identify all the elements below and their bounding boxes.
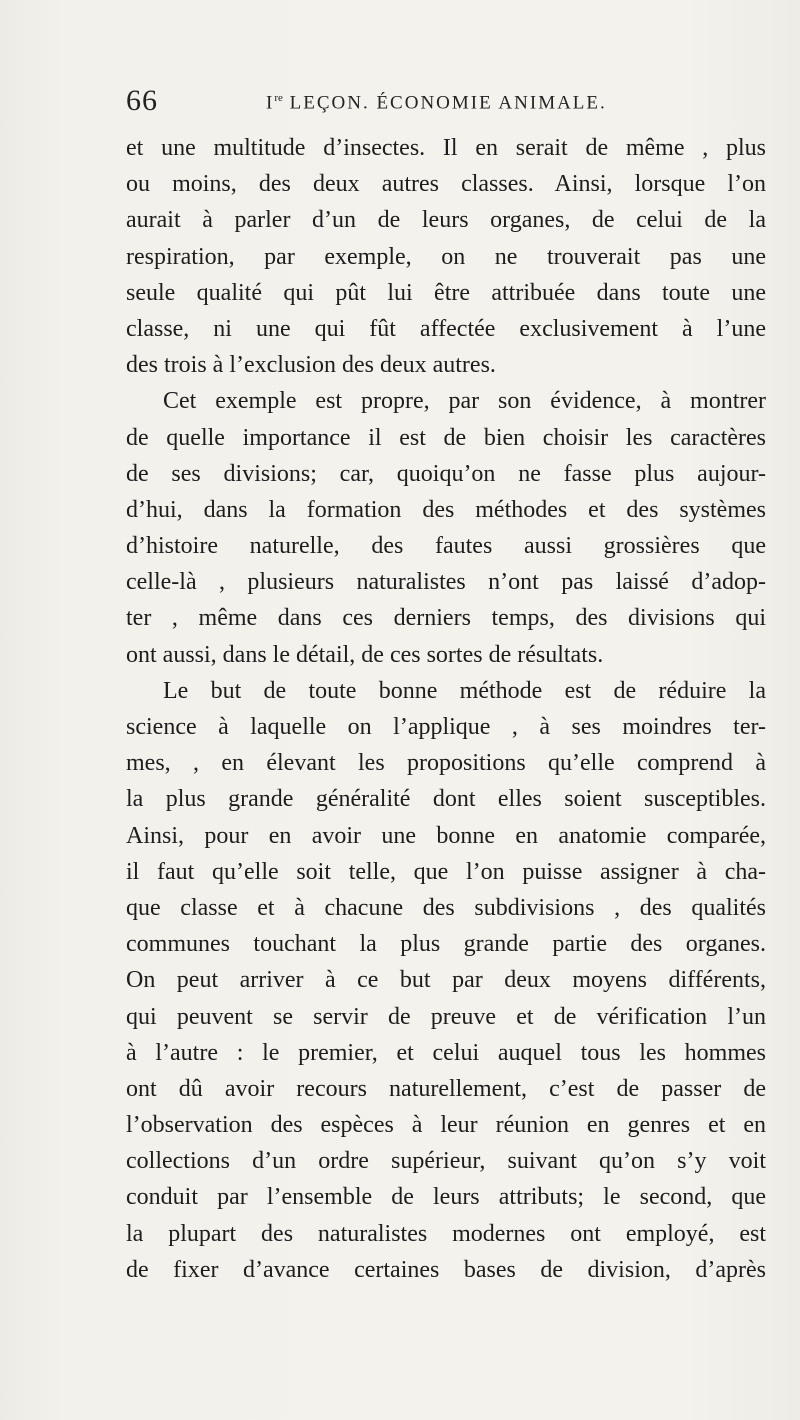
text-line: l’observation des espèces à leur réunion en genres et en [126,1112,766,1139]
text-line: seule qualité qui pût lui être attribuée dans toute une [126,279,766,306]
text-line: celle-là , plusieurs naturalistes n’ont pas laissé d’adop- [126,569,766,596]
text-line: mes, , en élevant les propositions qu’elle comprend à [126,750,766,777]
text-line: ter , même dans ces derniers temps, des divisions qui [126,605,766,632]
text-line: que classe et à chacune des subdivisions , des qualités [126,894,766,921]
text-line: de ses divisions; car, quoiqu’on ne fasse plus aujour- [126,460,766,487]
text-line: Le but de toute bonne méthode est de réduire la [163,677,766,704]
paragraph-2 [126,383,766,673]
text-line: et une multitude d’insectes. Il en serait de même , plus [126,135,766,161]
text-line: Cet exemple est propre, par son évidence, à montrer [163,388,766,415]
text-line: à l’autre : le premier, et celui auquel tous les hommes [126,1039,766,1066]
text-line: ou moins, des deux autres classes. Ainsi, lorsque l’on [126,171,766,198]
text-line: la plus grande généralité dont elles soient susceptibles. [126,786,766,813]
running-title [266,92,607,114]
body-text [126,130,766,1288]
text-line: des trois à l’exclusion des deux autres. [126,352,496,379]
text-line: conduit par l’ensemble de leurs attributs; le second, que [126,1184,766,1211]
text-line: qui peuvent se servir de preuve et de vérification l’un [126,1003,766,1030]
running-title-text: LEÇON. ÉCONOMIE ANIMALE. [289,92,607,114]
text-line: la plupart des naturalistes modernes ont employé, est [126,1220,766,1247]
text-line: de quelle importance il est de bien choisir les caractères [126,424,766,451]
text-line: ont dû avoir recours naturellement, c’est de passer de [126,1075,766,1102]
lecon-suffix: re [274,92,283,104]
text-line: classe, ni une qui fût affectée exclusivement à l’une [126,315,766,342]
text-line: ont aussi, dans le détail, de ces sortes de résultats. [126,641,604,668]
paragraph-1 [126,130,766,383]
text-line: respiration, par exemple, on ne trouverait pas une [126,243,766,270]
text-line: d’histoire naturelle, des fautes aussi grossières que [126,533,766,560]
running-head [126,84,726,124]
text-line: aurait à parler d’un de leurs organes, de celui de la [126,207,766,234]
text-line: On peut arriver à ce but par deux moyens différents, [126,967,766,994]
lecon-numeral: Ire [266,92,283,114]
text-line: collections d’un ordre supérieur, suivant qu’on s’y voit [126,1148,766,1175]
text-line: science à laquelle on l’applique , à ses moindres ter- [126,714,766,740]
text-line: d’hui, dans la formation des méthodes et des systèmes [126,496,766,523]
text-line: il faut qu’elle soit telle, que l’on puisse assigner à cha- [126,858,766,885]
text-line: communes touchant la plus grande partie des organes. [126,931,766,958]
paragraph-3 [126,673,766,1288]
page-number: 66 [126,84,158,117]
text-line: de fixer d’avance certaines bases de division, d’après [126,1256,766,1283]
text-line: Ainsi, pour en avoir une bonne en anatomie comparée, [126,822,766,849]
